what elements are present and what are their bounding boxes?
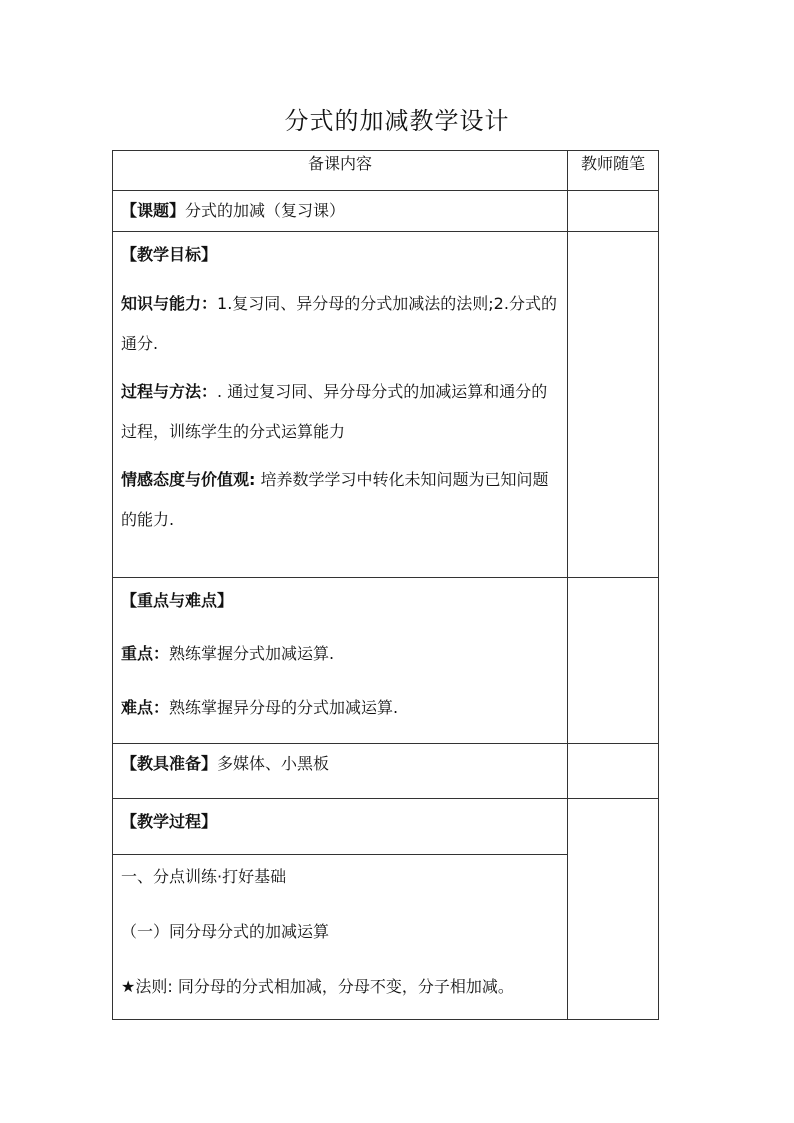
process-part-1: 一、分点训练·打好基础 — [121, 867, 287, 886]
equipment-cell — [113, 744, 568, 799]
header-content: 备课内容 — [113, 151, 568, 191]
page-title: 分式的加减教学设计 — [284, 107, 510, 135]
process-rule: ★法则: 同分母的分式相加减，分母不变，分子相加减。 — [121, 977, 514, 996]
header-notes: 教师随笔 — [568, 151, 659, 191]
objectives-cell — [113, 232, 568, 578]
equipment-row — [113, 744, 659, 799]
process-method-text: . 通过复习同、异分母分式的加减运算和通分的过程，训练学生的分式运算能力 — [121, 382, 548, 441]
objectives-heading: 【教学目标】 — [121, 245, 218, 264]
table-header-row — [113, 151, 659, 191]
topic-value: 分式的加减（复习课） — [185, 201, 346, 220]
process-sub-1: （一）同分母分式的加减运算 — [121, 922, 330, 941]
knowledge-label: 知识与能力： — [121, 294, 218, 313]
emotion-text: 培养数学学习中转化未知问题为已知问题的能力. — [121, 470, 549, 529]
key-label: 重点： — [121, 644, 170, 663]
key-text: 熟练掌握分式加减运算. — [169, 644, 335, 663]
process-heading-row — [113, 799, 659, 855]
topic-row — [113, 191, 659, 232]
lesson-plan-table — [112, 150, 659, 1020]
emotion-label: 情感态度与价值观: — [121, 470, 256, 489]
objectives-notes-cell — [568, 232, 659, 578]
topic-cell — [113, 191, 568, 232]
key-points-cell — [113, 578, 568, 744]
equipment-label: 【教具准备】 — [121, 754, 218, 773]
topic-label: 【课题】 — [121, 201, 186, 220]
equipment-notes-cell — [568, 744, 659, 799]
topic-notes-cell — [568, 191, 659, 232]
process-heading: 【教学过程】 — [121, 812, 218, 831]
key-points-heading: 【重点与难点】 — [121, 591, 234, 610]
key-points-notes-cell — [568, 578, 659, 744]
process-heading-cell — [113, 799, 568, 855]
process-notes-cell — [568, 799, 659, 1020]
knowledge-text: 1.复习同、异分母的分式加减法的法则;2.分式的通分. — [121, 294, 557, 353]
process-body-cell — [113, 855, 568, 1020]
process-method-label: 过程与方法： — [121, 382, 218, 401]
key-points-row — [113, 578, 659, 744]
difficult-label: 难点： — [121, 698, 170, 717]
equipment-value: 多媒体、小黑板 — [217, 754, 330, 773]
objectives-row — [113, 232, 659, 578]
difficult-text: 熟练掌握异分母的分式加减运算. — [169, 698, 399, 717]
